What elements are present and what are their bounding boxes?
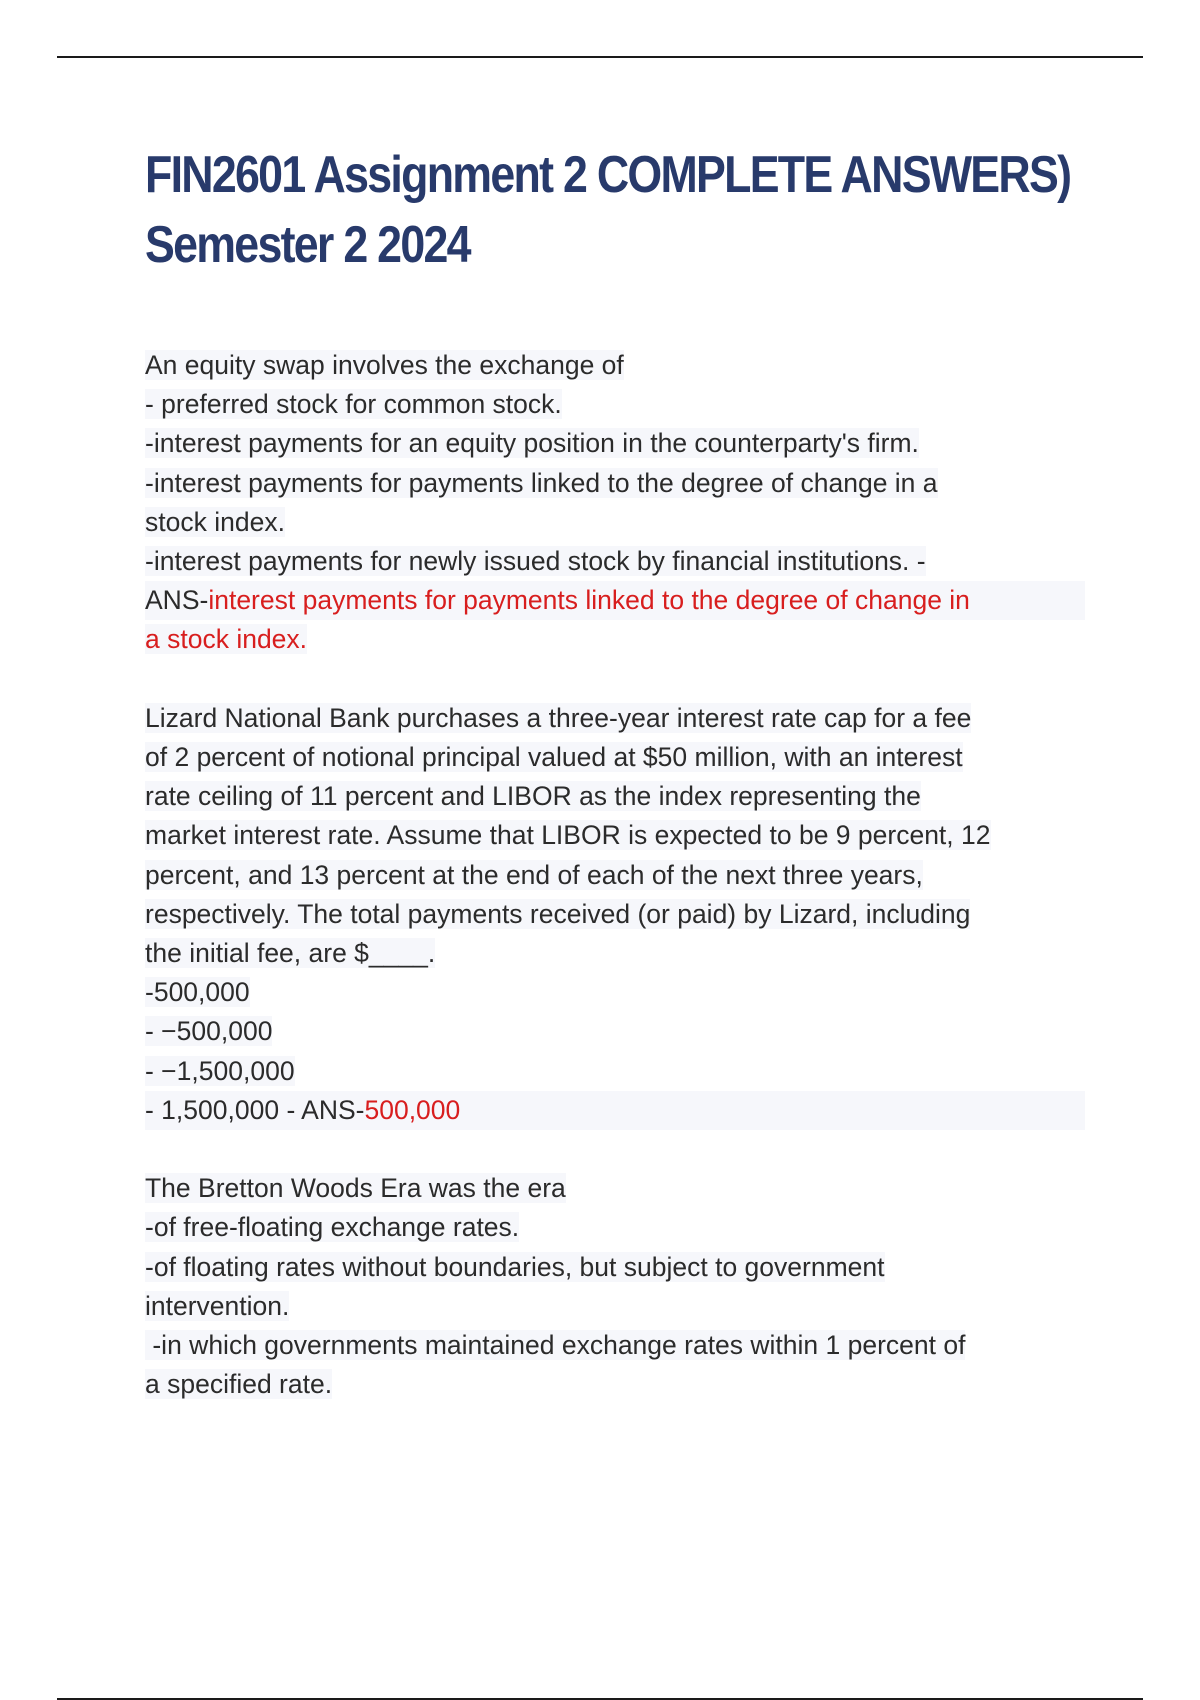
- question-stem: the initial fee, are $____.: [145, 938, 436, 969]
- document-body: [145, 346, 1085, 1404]
- option-text: - −500,000: [145, 1016, 273, 1047]
- answer-prefix: ANS-: [145, 585, 209, 616]
- question-stem: respectively. The total payments received (or paid) by Lizard, including: [145, 898, 971, 929]
- top-rule: [57, 56, 1143, 58]
- option-text: -interest payments for payments linked to the degree of change in a: [145, 467, 938, 498]
- option-text: -of floating rates without boundaries, but subject to government: [145, 1251, 885, 1282]
- question-equity-swap: [145, 346, 1085, 660]
- option-text: intervention.: [145, 1290, 290, 1321]
- question-stem: percent, and 13 percent at the end of each of the next three years,: [145, 859, 923, 890]
- answer-line: [145, 581, 1085, 620]
- question-interest-rate-cap: [145, 699, 1085, 1130]
- option-text: -interest payments for newly issued stock by financial institutions. -: [145, 546, 926, 577]
- answer-line: [145, 1091, 1085, 1130]
- option-text: a specified rate.: [145, 1369, 333, 1400]
- question-stem: of 2 percent of notional principal valued at $50 million, with an interest: [145, 742, 963, 773]
- document-title: [145, 140, 1071, 280]
- question-bretton-woods: [145, 1169, 1085, 1404]
- option-text: stock index.: [145, 506, 285, 537]
- option-text: -interest payments for an equity position in the counterparty's firm.: [145, 428, 919, 459]
- option-text: -of free-floating exchange rates.: [145, 1212, 520, 1243]
- option-text: - 1,500,000 - ANS-: [145, 1094, 365, 1125]
- question-stem: The Bretton Woods Era was the era: [145, 1173, 566, 1204]
- option-text: - −1,500,000: [145, 1055, 295, 1086]
- question-stem: An equity swap involves the exchange of: [145, 350, 624, 380]
- answer-text: 500,000: [364, 1094, 461, 1125]
- question-stem: Lizard National Bank purchases a three-year interest rate cap for a fee: [145, 702, 972, 733]
- question-stem: rate ceiling of 11 percent and LIBOR as the index representing the: [145, 781, 921, 812]
- answer-text: interest payments for payments linked to the degree of change in: [208, 585, 970, 616]
- option-text: - preferred stock for common stock.: [145, 389, 562, 420]
- question-stem: market interest rate. Assume that LIBOR is expected to be 9 percent, 12: [145, 820, 991, 851]
- title-line-1: FIN2601 Assignment 2 COMPLETE ANSWERS): [145, 146, 1071, 204]
- option-text: -500,000: [145, 977, 250, 1008]
- answer-text: a stock index.: [145, 624, 308, 655]
- title-line-2: Semester 2 2024: [145, 216, 470, 274]
- option-text: -in which governments maintained exchange rates within 1 percent of: [145, 1330, 966, 1361]
